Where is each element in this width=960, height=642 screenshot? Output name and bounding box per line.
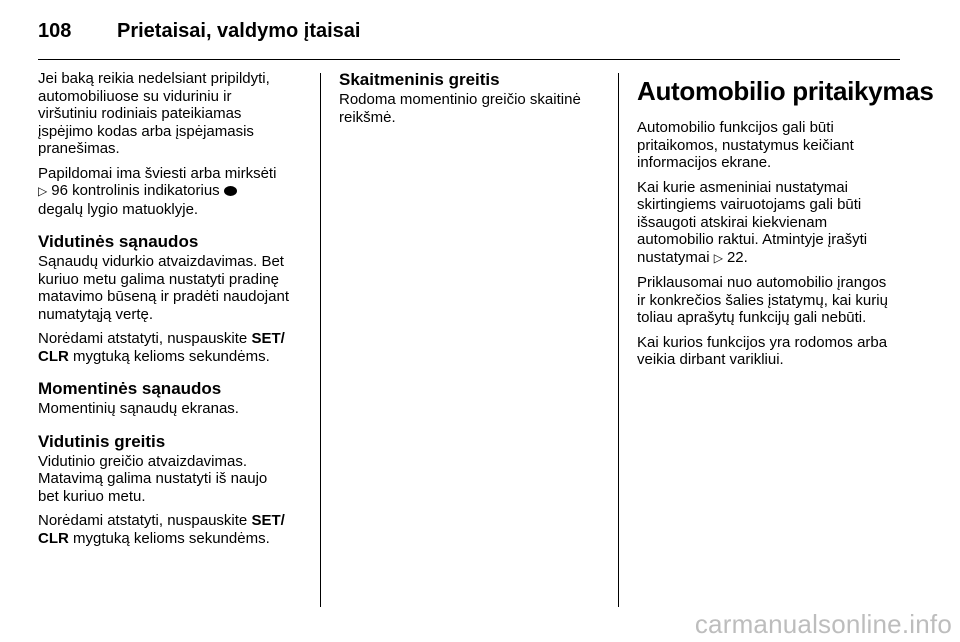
page-number: 108 xyxy=(38,20,72,42)
heading-vehicle-personalisation: Automobilio pritaikymas xyxy=(637,76,934,106)
watermark: carmanualsonline.info xyxy=(694,609,952,639)
heading-instant-consumption: Momentinės sąnaudos xyxy=(38,379,222,398)
heading-average-consumption: Vidutinės sąnaudos xyxy=(38,232,199,251)
column-middle xyxy=(339,70,607,133)
paragraph-digital-speed: Rodoma momentinio greičio skaitinė reikšmė. xyxy=(339,91,581,126)
set-clr-label-cont: CLR xyxy=(38,529,69,547)
column-right xyxy=(637,70,934,376)
column-divider-2 xyxy=(618,73,619,607)
page-header xyxy=(38,16,918,52)
page-title: Prietaisai, valdymo įtaisai xyxy=(117,20,361,42)
set-clr-label: SET/ xyxy=(251,512,285,529)
paragraph-average-speed: Vidutinio greičio atvaizdavimas. Matavimą galima nustatyti iš naujo bet kuriuo metu. xyxy=(38,452,268,505)
paragraph-instant-consumption: Momentinių sąnaudų ekranas. xyxy=(38,400,239,417)
paragraph-reset-consumption: Norėdami atstatyti, nuspauskite SET/ CLR mygtuką kelioms sekundėms. xyxy=(38,330,285,365)
column-divider-1 xyxy=(320,73,321,607)
set-clr-label-cont: CLR xyxy=(38,347,69,365)
header-rule xyxy=(38,59,900,60)
paragraph-reset-speed: Norėdami atstatyti, nuspauskite SET/ CLR mygtuką kelioms sekundėms. xyxy=(38,512,285,547)
page-reference: 22. xyxy=(726,248,748,266)
fuel-indicator-dot-icon xyxy=(224,186,237,196)
set-clr-label: SET/ xyxy=(251,330,285,347)
cross-reference-arrow-icon: ▷ xyxy=(38,184,48,198)
heading-average-speed: Vidutinis greitis xyxy=(38,431,166,451)
paragraph-indicator: Papildomai ima šviesti arba mirksėti ▷ 96 kontrolinis indikatorius degalų lygio matuoklyje. xyxy=(38,164,277,218)
heading-digital-speed: Skaitmeninis greitis xyxy=(339,70,500,89)
indicator-reference-text: 96 kontrolinis indikatorius xyxy=(51,182,220,199)
paragraph-personal-settings: Kai kurie asmeniniai nustatymai skirtingiems vairuotojams gali būti išsaugoti atskirai kiekvienam automobilio raktui. Atmintyje įrašyti nustatymai ▷ 22. xyxy=(637,178,868,266)
paragraph-personalisation-intro: Automobilio funkcijos gali būti pritaikomos, nustatymus keičiant informacijos ekrane. xyxy=(637,119,854,171)
paragraph-average-consumption: Sąnaudų vidurkio atvaizdavimas. Bet kuriuo metu galima nustatyti pradinę matavimo būseną ir pradėti naudojant numatytąją vertę. xyxy=(38,253,289,323)
paragraph-refuel-warning: Jei baką reikia nedelsiant pripildyti, automobiliuose su viduriniu ir viršutiniu rodiniais pateikiamas įspėjimo kodas arba įspėjamasis pranešimas. xyxy=(38,70,270,157)
paragraph-equipment-dependence: Priklausomai nuo automobilio įrangos ir konkrečios šalies įstatymų, kai kurių toliau aprašytų funkcijų gali nebūti. xyxy=(637,274,888,326)
column-left xyxy=(38,70,306,554)
paragraph-engine-running: Kai kurios funkcijos yra rodomos arba veikia dirbant varikliui. xyxy=(637,333,888,368)
cross-reference-arrow-icon: ▷ xyxy=(713,250,723,265)
